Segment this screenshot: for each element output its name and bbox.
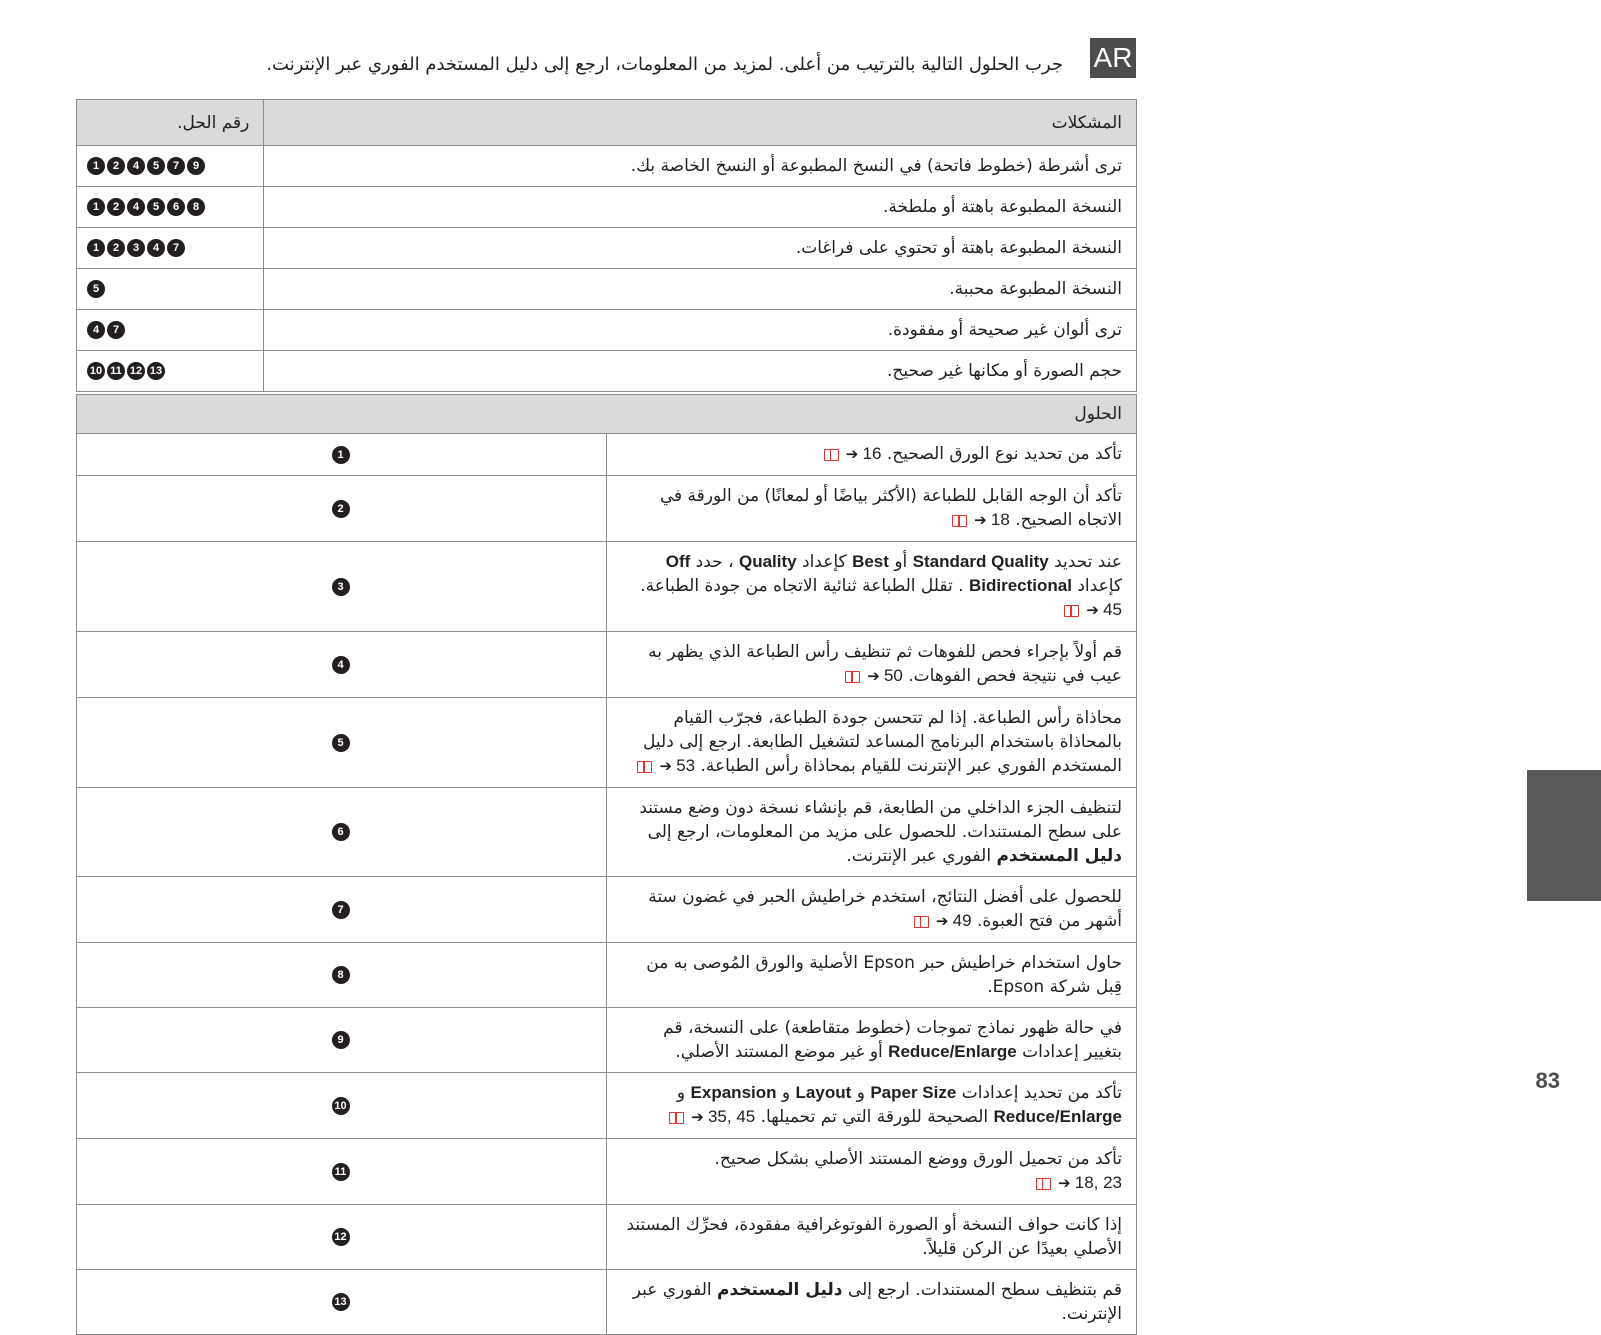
solution-row bbox=[77, 877, 1137, 943]
setting-name: Layout bbox=[795, 1083, 852, 1102]
solution-row bbox=[77, 1270, 1137, 1335]
solution-number-badge: 4 bbox=[147, 239, 165, 257]
solution-text bbox=[607, 1205, 1137, 1270]
language-badge: AR bbox=[1090, 38, 1136, 78]
page-reference bbox=[634, 754, 695, 779]
setting-name: Reduce/Enlarge bbox=[888, 1042, 1017, 1061]
page-reference bbox=[911, 909, 972, 934]
text-segment: . تقلل الطباعة ثنائية الاتجاه من جودة الطباعة. bbox=[640, 576, 964, 596]
solution-number-cell bbox=[77, 943, 607, 1008]
problem-row bbox=[77, 351, 1137, 392]
solution-number-cell bbox=[77, 1008, 607, 1073]
problem-row bbox=[77, 228, 1137, 269]
text-segment: عند تحديد bbox=[1054, 552, 1122, 572]
page-reference bbox=[949, 508, 1010, 533]
text-segment: تأكد من تحديد إعدادات bbox=[961, 1083, 1122, 1103]
text-segment: حاول استخدام خراطيش حبر Epson الأصلية والورق المُوصى به من قِبل شركة Epson. bbox=[646, 953, 1122, 997]
arrow-icon: ➔ bbox=[841, 446, 863, 463]
solution-text bbox=[607, 698, 1137, 788]
reference-page-number: 18, 23 bbox=[1074, 1173, 1122, 1192]
arrow-icon: ➔ bbox=[687, 1109, 708, 1126]
problem-text: النسخة المطبوعة محببة. bbox=[264, 269, 1137, 310]
solution-number-badge: 2 bbox=[107, 198, 125, 216]
text-segment: و bbox=[676, 1083, 686, 1103]
solution-number-badge: 7 bbox=[167, 239, 185, 257]
text-segment: أو غير موضع المستند الأصلي. bbox=[675, 1042, 883, 1062]
solution-row bbox=[77, 943, 1137, 1008]
solution-number-badge: 4 bbox=[127, 198, 145, 216]
solution-numbers bbox=[77, 146, 264, 187]
setting-name: Best bbox=[852, 552, 889, 571]
header-solution-number: رقم الحل. bbox=[77, 100, 264, 146]
solution-text bbox=[607, 632, 1137, 698]
solution-row bbox=[77, 1205, 1137, 1270]
solution-number-cell bbox=[77, 476, 607, 542]
solution-text bbox=[607, 434, 1137, 476]
manual-book-icon bbox=[914, 916, 929, 928]
solution-number-badge: 10 bbox=[332, 1097, 350, 1115]
solution-number-badge: 2 bbox=[332, 500, 350, 518]
solution-row bbox=[77, 1139, 1137, 1205]
page-reference bbox=[666, 1105, 755, 1130]
text-segment: إذا كانت حواف النسخة أو الصورة الفوتوغرافية مفقودة، فحرِّك المستند الأصلي بعيدًا عن الركن قليلاً. bbox=[626, 1215, 1122, 1259]
page-number: 83 bbox=[1535, 1068, 1560, 1093]
solution-row bbox=[77, 788, 1137, 877]
text-segment: و bbox=[781, 1083, 791, 1103]
text-segment: ، حدد bbox=[695, 552, 734, 572]
reference-page-number: 18 bbox=[990, 510, 1010, 529]
manual-book-icon bbox=[845, 671, 860, 683]
problem-text: حجم الصورة أو مكانها غير صحيح. bbox=[264, 351, 1137, 392]
setting-name: Standard Quality bbox=[912, 552, 1049, 571]
page-reference bbox=[842, 664, 903, 689]
solution-number-badge: 8 bbox=[187, 198, 205, 216]
arrow-icon: ➔ bbox=[1053, 1175, 1075, 1192]
solution-number-badge: 5 bbox=[332, 734, 350, 752]
solution-row bbox=[77, 632, 1137, 698]
page-reference bbox=[1061, 598, 1122, 623]
problem-row bbox=[77, 269, 1137, 310]
problem-text: ترى ألوان غير صحيحة أو مفقودة. bbox=[264, 310, 1137, 351]
solution-number-badge: 3 bbox=[127, 239, 145, 257]
solution-number-badge: 1 bbox=[87, 198, 105, 216]
solution-number-cell bbox=[77, 632, 607, 698]
text-segment: الفوري عبر الإنترنت. bbox=[632, 1280, 1122, 1324]
problems-table bbox=[76, 99, 1137, 392]
setting-name: Expansion bbox=[690, 1083, 777, 1102]
arrow-icon: ➔ bbox=[655, 758, 677, 775]
manual-book-icon bbox=[952, 515, 967, 527]
solution-number-badge: 7 bbox=[167, 157, 185, 175]
manual-book-icon bbox=[669, 1112, 684, 1124]
problem-row bbox=[77, 310, 1137, 351]
solution-number-cell bbox=[77, 698, 607, 788]
solution-number-cell bbox=[77, 1073, 607, 1139]
solution-numbers bbox=[77, 187, 264, 228]
arrow-icon: ➔ bbox=[863, 668, 884, 685]
text-segment: الفوري عبر الإنترنت. bbox=[846, 846, 992, 866]
problem-text: النسخة المطبوعة باهتة أو تحتوي على فراغات. bbox=[264, 228, 1137, 269]
manual-book-icon bbox=[637, 761, 652, 773]
problem-text: ترى أشرطة (خطوط فاتحة) في النسخ المطبوعة أو النسخ الخاصة بك. bbox=[264, 146, 1137, 187]
solution-text bbox=[607, 1008, 1137, 1073]
text-segment: كإعداد bbox=[1077, 576, 1122, 596]
intro-text: جرب الحلول التالية بالترتيب من أعلى. لمزيد من المعلومات، ارجع إلى دليل المستخدم الفوري عبر الإنترنت. bbox=[266, 54, 1063, 75]
solution-text bbox=[607, 788, 1137, 877]
problem-row bbox=[77, 146, 1137, 187]
text-segment: للحصول على أفضل النتائج، استخدم خراطيش الحبر في غضون ستة أشهر من فتح العبوة. bbox=[648, 887, 1122, 931]
solution-number-badge: 6 bbox=[332, 823, 350, 841]
solutions-table bbox=[76, 394, 1137, 1335]
solution-number-badge: 1 bbox=[87, 157, 105, 175]
solution-number-cell bbox=[77, 1139, 607, 1205]
setting-name: Off bbox=[665, 552, 691, 571]
text-segment: تأكد من تحديد نوع الورق الصحيح. bbox=[886, 444, 1122, 464]
solution-text bbox=[607, 1073, 1137, 1139]
solution-number-cell bbox=[77, 877, 607, 943]
arrow-icon: ➔ bbox=[931, 913, 953, 930]
solution-number-cell bbox=[77, 788, 607, 877]
page-reference bbox=[1033, 1171, 1122, 1196]
solution-text bbox=[607, 1139, 1137, 1205]
solution-number-badge: 4 bbox=[332, 656, 350, 674]
text-segment: كإعداد bbox=[802, 552, 847, 572]
manual-book-icon bbox=[1036, 1178, 1051, 1190]
solution-number-badge: 5 bbox=[147, 198, 165, 216]
problem-text: النسخة المطبوعة باهتة أو ملطخة. bbox=[264, 187, 1137, 228]
setting-name: Paper Size bbox=[870, 1083, 957, 1102]
solution-number-badge: 3 bbox=[332, 578, 350, 596]
text-segment: أو bbox=[894, 552, 908, 572]
solution-number-badge: 13 bbox=[147, 362, 165, 380]
solution-numbers bbox=[77, 269, 264, 310]
reference-page-number: 49 bbox=[952, 911, 972, 930]
solution-text bbox=[607, 943, 1137, 1008]
text-segment: لتنظيف الجزء الداخلي من الطابعة، قم بإنشاء نسخة دون وضع مستند على سطح المستندات. للحصول على مزيد من المعلومات، ارجع إلى bbox=[639, 798, 1122, 842]
solution-number-badge: 9 bbox=[332, 1031, 350, 1049]
solution-number-badge: 12 bbox=[127, 362, 145, 380]
guide-name: دليل المستخدم bbox=[717, 1280, 843, 1300]
text-segment: قم بتنظيف سطح المستندات. ارجع إلى bbox=[847, 1280, 1122, 1300]
manual-book-icon bbox=[824, 449, 839, 461]
solution-row bbox=[77, 434, 1137, 476]
arrow-icon: ➔ bbox=[970, 512, 991, 529]
solution-number-badge: 4 bbox=[87, 321, 105, 339]
reference-page-number: 45 bbox=[1103, 600, 1122, 619]
section-side-tab bbox=[1527, 770, 1601, 901]
text-segment: الصحيحة للورقة التي تم تحميلها. bbox=[760, 1107, 989, 1127]
solution-number-badge: 4 bbox=[127, 157, 145, 175]
text-segment: قم أولاً بإجراء فحص للفوهات ثم تنظيف رأس الطباعة الذي يظهر به عيب في نتيجة فحص الفوهات. bbox=[648, 642, 1122, 686]
solution-number-cell bbox=[77, 542, 607, 632]
text-segment: تأكد من تحميل الورق ووضع المستند الأصلي بشكل صحيح. bbox=[714, 1149, 1122, 1169]
solution-number-badge: 7 bbox=[332, 901, 350, 919]
solution-text bbox=[607, 476, 1137, 542]
text-segment: و bbox=[856, 1083, 865, 1103]
manual-book-icon bbox=[1064, 605, 1079, 617]
setting-name: Reduce/Enlarge bbox=[993, 1107, 1122, 1126]
solution-number-badge: 9 bbox=[187, 157, 205, 175]
reference-page-number: 16 bbox=[862, 444, 882, 463]
solution-number-badge: 6 bbox=[167, 198, 185, 216]
solution-row bbox=[77, 1073, 1137, 1139]
solution-number-badge: 11 bbox=[332, 1163, 350, 1181]
solution-numbers bbox=[77, 228, 264, 269]
setting-name: Bidirectional bbox=[968, 576, 1072, 595]
solution-row bbox=[77, 476, 1137, 542]
solution-text bbox=[607, 877, 1137, 943]
solution-number-badge: 5 bbox=[147, 157, 165, 175]
solution-text bbox=[607, 1270, 1137, 1335]
reference-page-number: 50 bbox=[883, 666, 903, 685]
header-problems: المشكلات bbox=[264, 100, 1137, 146]
solution-number-cell bbox=[77, 1205, 607, 1270]
text-segment: محاذاة رأس الطباعة. إذا لم تتحسن جودة الطباعة، فجرّب القيام بالمحاذاة باستخدام البرنامج المساعد لتشغيل الطابعة. ارجع إلى دليل المستخدم الفوري عبر الإنترنت للقيام بمحاذاة رأس الطباعة. bbox=[643, 708, 1122, 776]
solution-number-badge: 7 bbox=[107, 321, 125, 339]
solution-number-badge: 8 bbox=[332, 966, 350, 984]
solution-number-badge: 11 bbox=[107, 362, 125, 380]
setting-name: Quality bbox=[738, 552, 797, 571]
reference-page-number: 53 bbox=[676, 756, 696, 775]
solution-number-cell bbox=[77, 434, 607, 476]
solution-numbers bbox=[77, 351, 264, 392]
solution-number-cell bbox=[77, 1270, 607, 1335]
solution-number-badge: 13 bbox=[332, 1293, 350, 1311]
problem-row bbox=[77, 187, 1137, 228]
header-solutions: الحلول bbox=[77, 395, 1137, 434]
guide-name: دليل المستخدم bbox=[996, 846, 1122, 866]
solution-number-badge: 10 bbox=[87, 362, 105, 380]
arrow-icon: ➔ bbox=[1082, 602, 1104, 619]
solution-row bbox=[77, 1008, 1137, 1073]
reference-page-number: 35, 45 bbox=[707, 1107, 756, 1126]
solution-number-badge: 1 bbox=[87, 239, 105, 257]
solution-number-badge: 12 bbox=[332, 1228, 350, 1246]
solution-numbers bbox=[77, 310, 264, 351]
solution-number-badge: 5 bbox=[87, 280, 105, 298]
solution-row bbox=[77, 542, 1137, 632]
solution-number-badge: 2 bbox=[107, 157, 125, 175]
text-segment: تأكد أن الوجه القابل للطباعة (الأكثر بياضًا أو لمعانًا) من الورقة في الاتجاه الصحيح. bbox=[659, 486, 1122, 530]
solution-number-badge: 2 bbox=[107, 239, 125, 257]
solution-number-badge: 1 bbox=[332, 446, 350, 464]
text-segment: في حالة ظهور نماذج تموجات (خطوط متقاطعة) على النسخة، قم بتغيير إعدادات bbox=[663, 1018, 1122, 1062]
page-reference bbox=[821, 442, 882, 467]
solution-text bbox=[607, 542, 1137, 632]
solution-row bbox=[77, 698, 1137, 788]
